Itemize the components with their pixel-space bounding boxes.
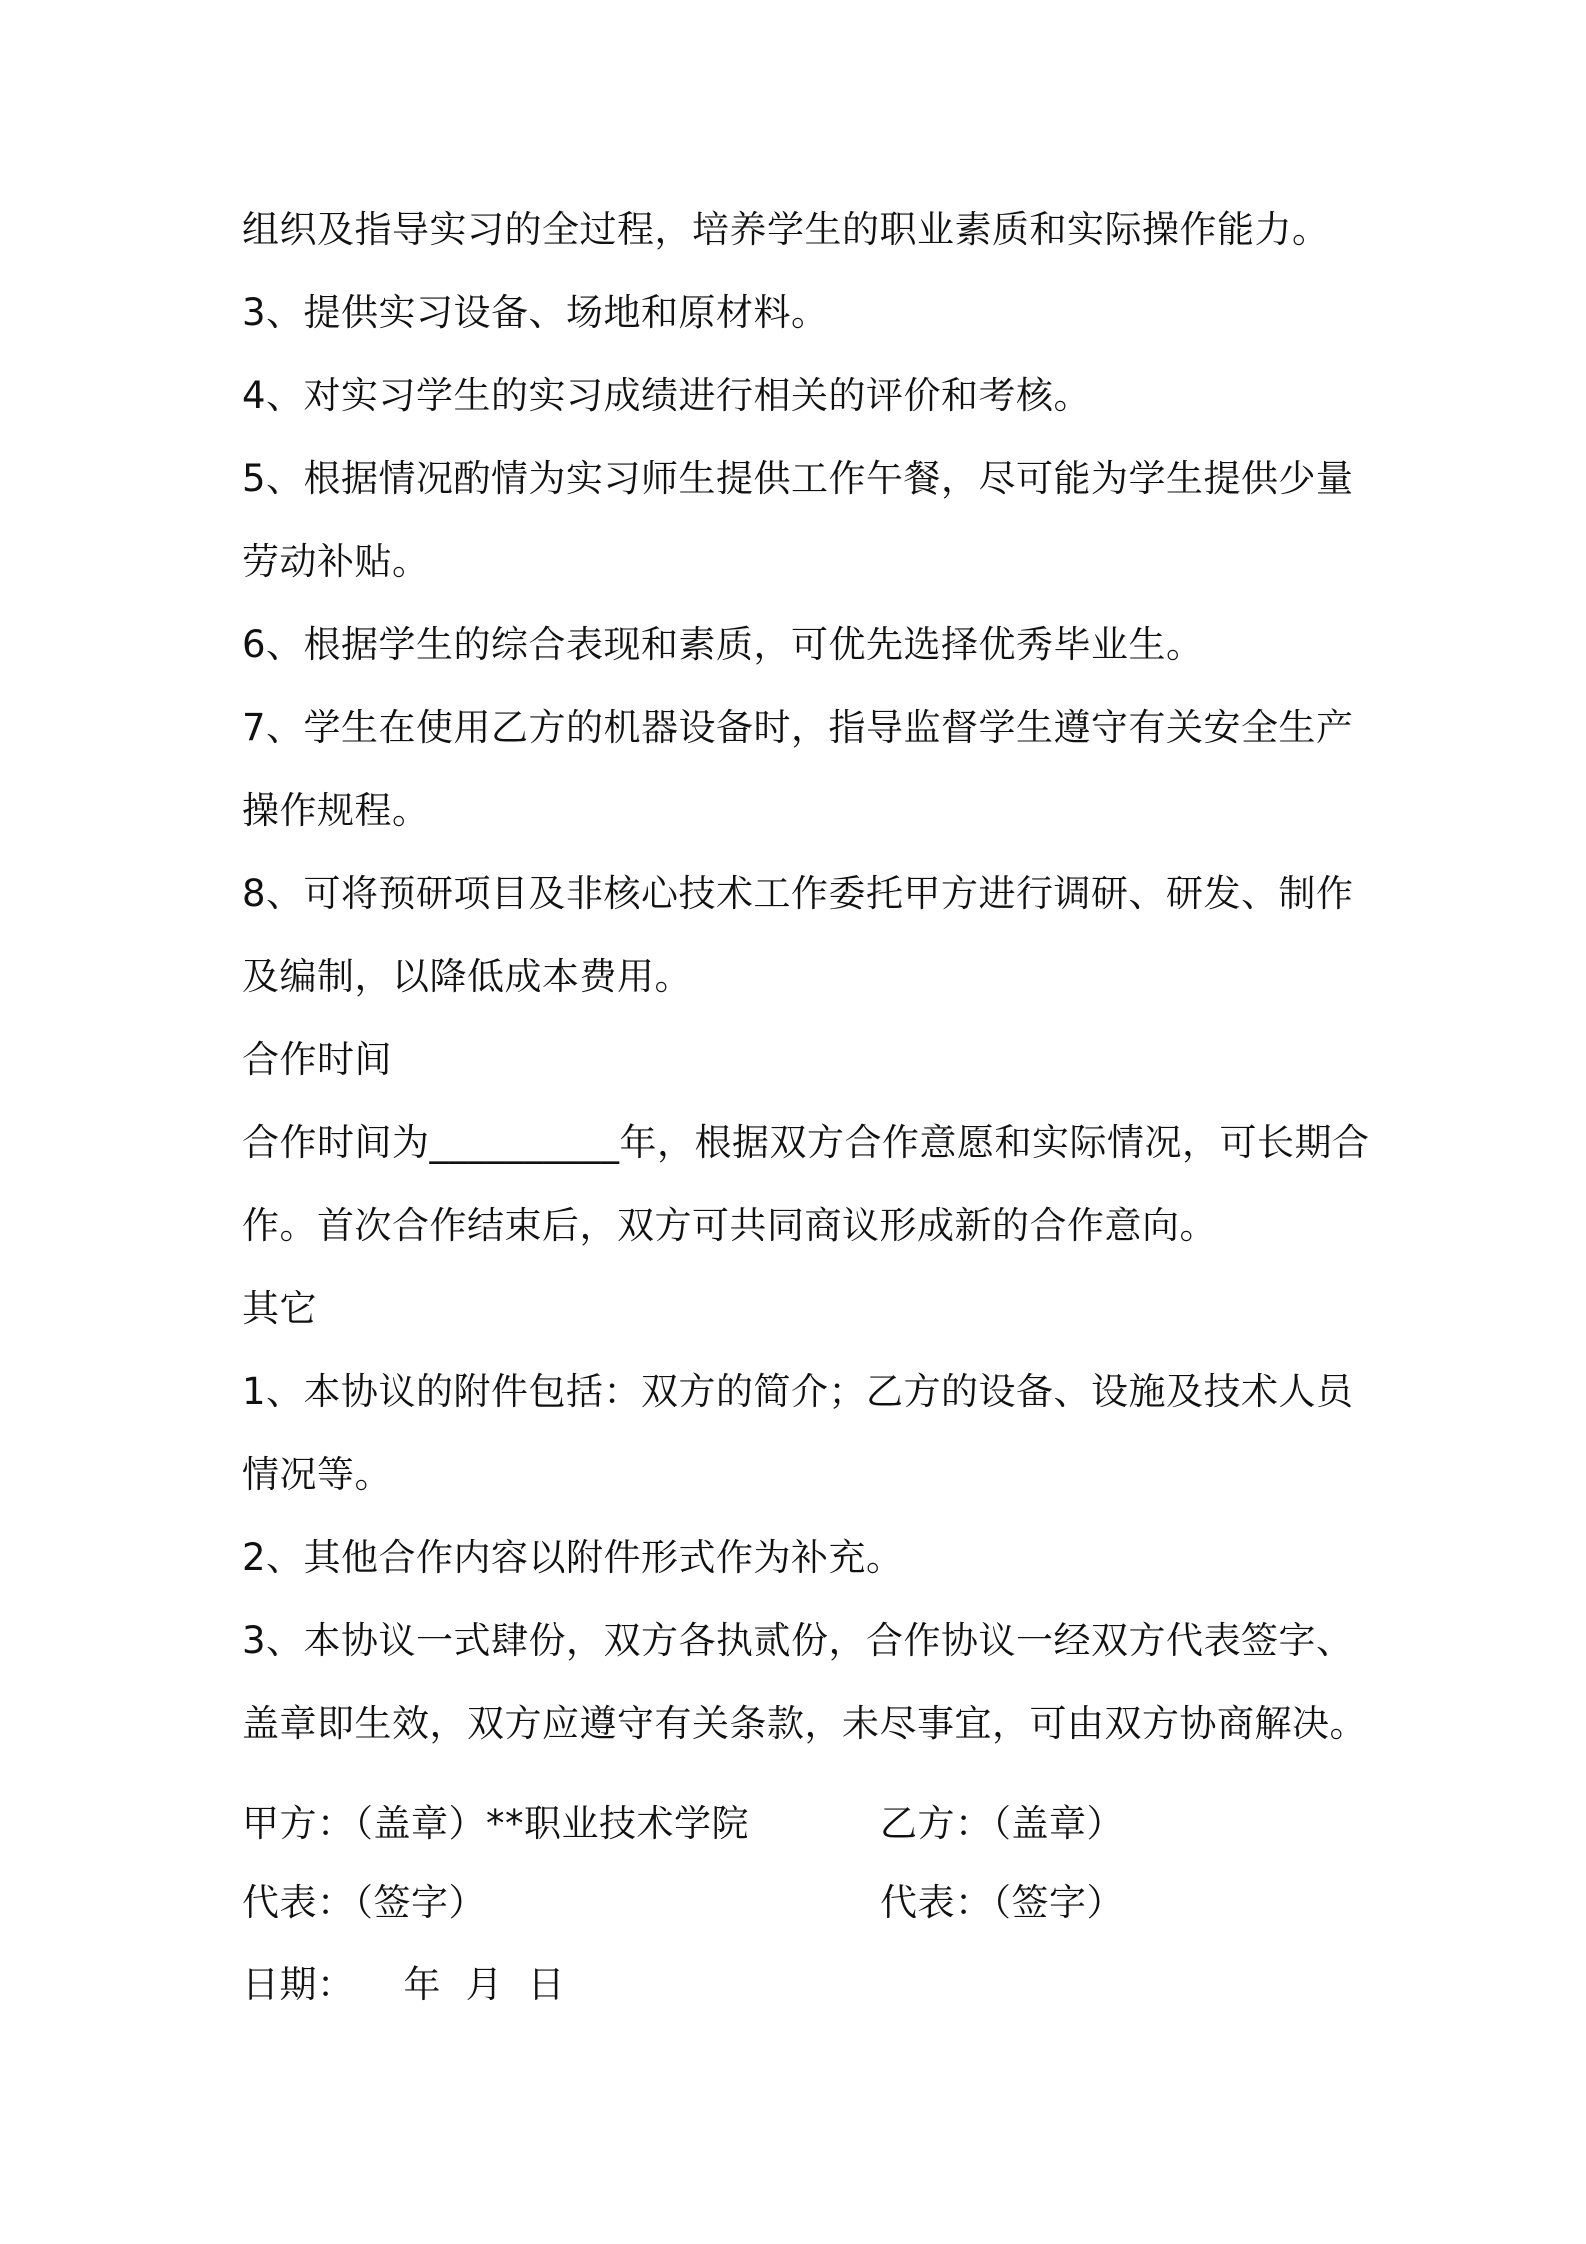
- party-a-representative: 代表：（签字）: [242, 1881, 486, 1924]
- body-line: 3、提供实习设备、场地和原材料。: [242, 291, 829, 334]
- section-heading-other: 其它: [242, 1287, 317, 1330]
- party-b-stamp: 乙方：（盖章）: [880, 1802, 1124, 1845]
- section-heading-cooperation-time: 合作时间: [242, 1038, 392, 1081]
- body-line: 情况等。: [242, 1453, 392, 1496]
- body-line: 盖章即生效，双方应遵守有关条款，未尽事宜，可由双方协商解决。: [242, 1702, 1367, 1745]
- body-line: 5、根据情况酌情为实习师生提供工作午餐，尽可能为学生提供少量: [242, 457, 1354, 500]
- body-line: 3、本协议一式肆份，双方各执贰份，合作协议一经双方代表签字、: [242, 1619, 1354, 1662]
- party-b-representative: 代表：（签字）: [880, 1881, 1124, 1924]
- body-line: 劳动补贴。: [242, 540, 430, 583]
- body-line: 8、可将预研项目及非核心技术工作委托甲方进行调研、研发、制作: [242, 872, 1354, 915]
- body-line: 及编制，以降低成本费用。: [242, 955, 692, 998]
- body-line: 合作时间为__________年，根据双方合作意愿和实际情况，可长期合: [242, 1121, 1370, 1164]
- body-line: 7、学生在使用乙方的机器设备时，指导监督学生遵守有关安全生产: [242, 706, 1354, 749]
- body-line: 4、对实习学生的实习成绩进行相关的评价和考核。: [242, 374, 1092, 417]
- body-line: 操作规程。: [242, 789, 430, 832]
- date-line: 日期： 年 月 日: [242, 1963, 566, 2006]
- body-line: 作。首次合作结束后，双方可共同商议形成新的合作意向。: [242, 1204, 1217, 1247]
- body-line: 组织及指导实习的全过程，培养学生的职业素质和实际操作能力。: [242, 208, 1330, 251]
- body-line: 1、本协议的附件包括：双方的简介；乙方的设备、设施及技术人员: [242, 1370, 1354, 1413]
- body-line: 2、其他合作内容以附件形式作为补充。: [242, 1536, 904, 1579]
- party-a-stamp: 甲方：（盖章）**职业技术学院: [242, 1802, 749, 1845]
- body-line: 6、根据学生的综合表现和素质，可优先选择优秀毕业生。: [242, 623, 1204, 666]
